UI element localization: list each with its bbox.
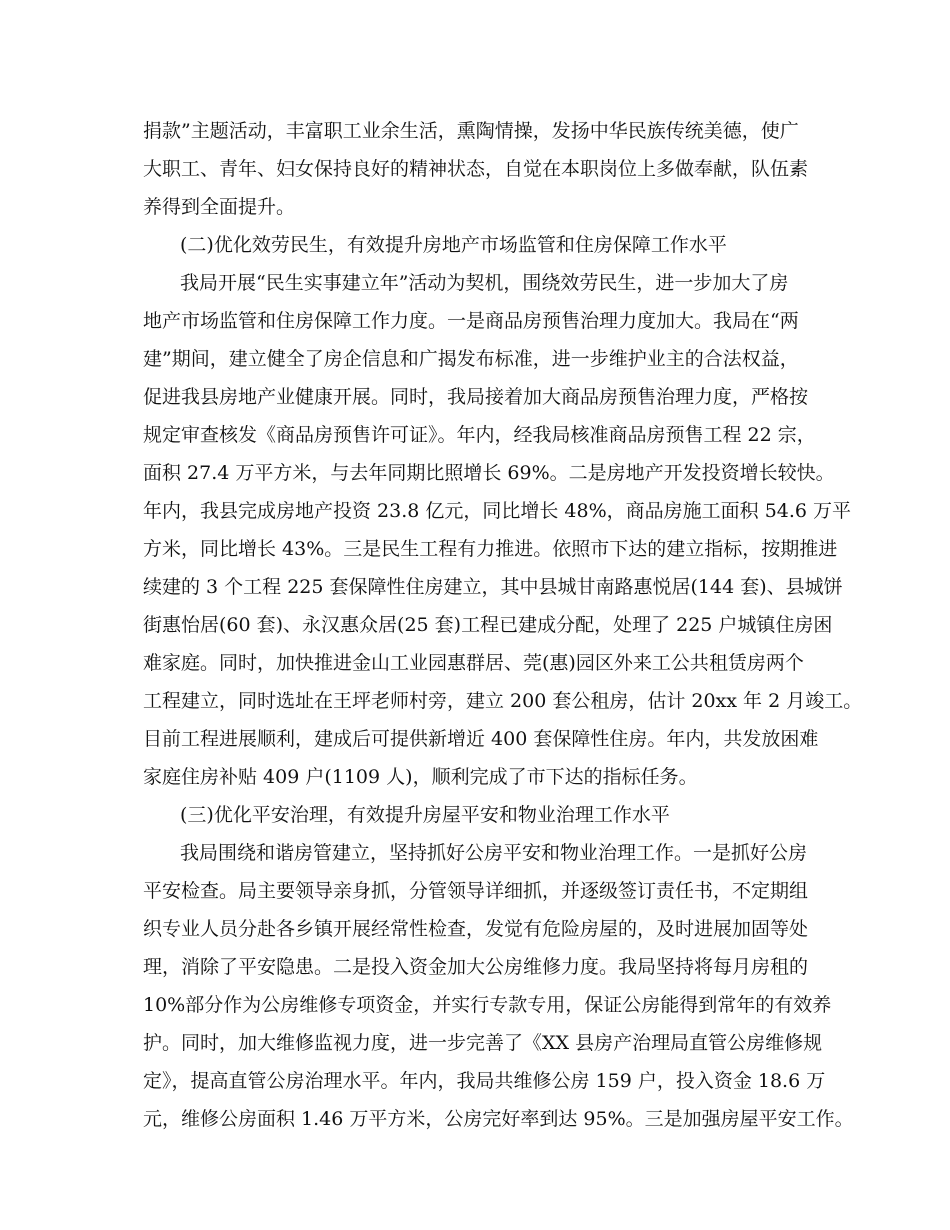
text-line: 定》，提高直管公房治理水平。年内，我局共维修公房 159 户，投入资金 18.6 万 [143,1070,826,1092]
text-line: 平安检查。局主要领导亲身抓，分管领导详细抓，并逐级签订责任书，不定期组 [143,880,809,902]
text-line: 我局开展“民生实事建立年”活动为契机，围绕效劳民生，进一步加大了房 [180,272,789,294]
text-line: 年内，我县完成房地产投资 23.8 亿元，同比增长 48%，商品房施工面积 54.6 万平 [143,500,852,522]
section-heading: (三)优化平安治理，有效提升房屋平安和物业治理工作水平 [180,804,670,826]
text-line: 护。同时，加大维修监视力度，进一步完善了《XX 县房产治理局直管公房维修规 [143,1032,823,1054]
text-line: 10%部分作为公房维修专项资金，并实行专款专用，保证公房能得到常年的有效养 [143,994,832,1016]
text-line: 规定审查核发《商品房预售许可证》。年内，经我局核准商品房预售工程 22 宗， [143,424,816,446]
text-line: 捐款”主题活动，丰富职工业余生活，熏陶情操，发扬中华民族传统美德，使广 [143,120,799,142]
text-line: 促进我县房地产业健康开展。同时，我局接着加大商品房预售治理力度，严格按 [143,386,809,408]
text-line: 大职工、青年、妇女保持良好的精神状态，自觉在本职岗位上多做奉献，队伍素 [143,158,809,180]
text-line: 方米，同比增长 43%。三是民生工程有力推进。依照市下达的建立指标，按期推进 [143,538,838,560]
section-heading: (二)优化效劳民生，有效提升房地产市场监管和住房保障工作水平 [180,234,727,256]
text-line: 面积 27.4 万平方米，与去年同期比照增长 69%。二是房地产开发投资增长较快。 [143,462,835,484]
text-line: 建”期间，建立健全了房企信息和广揭发布标准，进一步维护业主的合法权益， [143,348,799,370]
text-line: 织专业人员分赴各乡镇开展经常性检查，发觉有危险房屋的，及时进展加固等处 [143,918,809,940]
text-line: 续建的 3 个工程 225 套保障性住房建立，其中县城甘南路惠悦居(144 套)、县城饼 [143,576,843,598]
text-line: 难家庭。同时，加快推进金山工业园惠群居、莞(惠)园区外来工公共租赁房两个 [143,652,804,674]
text-line: 地产市场监管和住房保障工作力度。一是商品房预售治理力度加大。我局在“两 [143,310,799,332]
text-line: 街惠怡居(60 套)、永汉惠众居(25 套)工程已建成分配，处理了 225 户城镇住房困 [143,614,833,636]
text-line: 目前工程进展顺利，建成后可提供新增近 400 套保障性住房。年内，共发放困难 [143,728,819,750]
text-line: 养得到全面提升。 [143,196,296,218]
text-line: 元，维修公房面积 1.46 万平方米，公房完好率到达 95%。三是加强房屋平安工作。 [143,1108,854,1130]
text-line: 我局围绕和谐房管建立，坚持抓好公房平安和物业治理工作。一是抓好公房 [180,842,808,864]
text-line: 家庭住房补贴 409 户(1109 人)，顺利完成了市下达的指标任务。 [143,766,698,788]
text-line: 理，消除了平安隐患。二是投入资金加大公房维修力度。我局坚持将每月房租的 [143,956,809,978]
text-line: 工程建立，同时选址在王坪老师村旁，建立 200 套公租房，估计 20xx 年 2 月竣工。 [143,690,863,712]
